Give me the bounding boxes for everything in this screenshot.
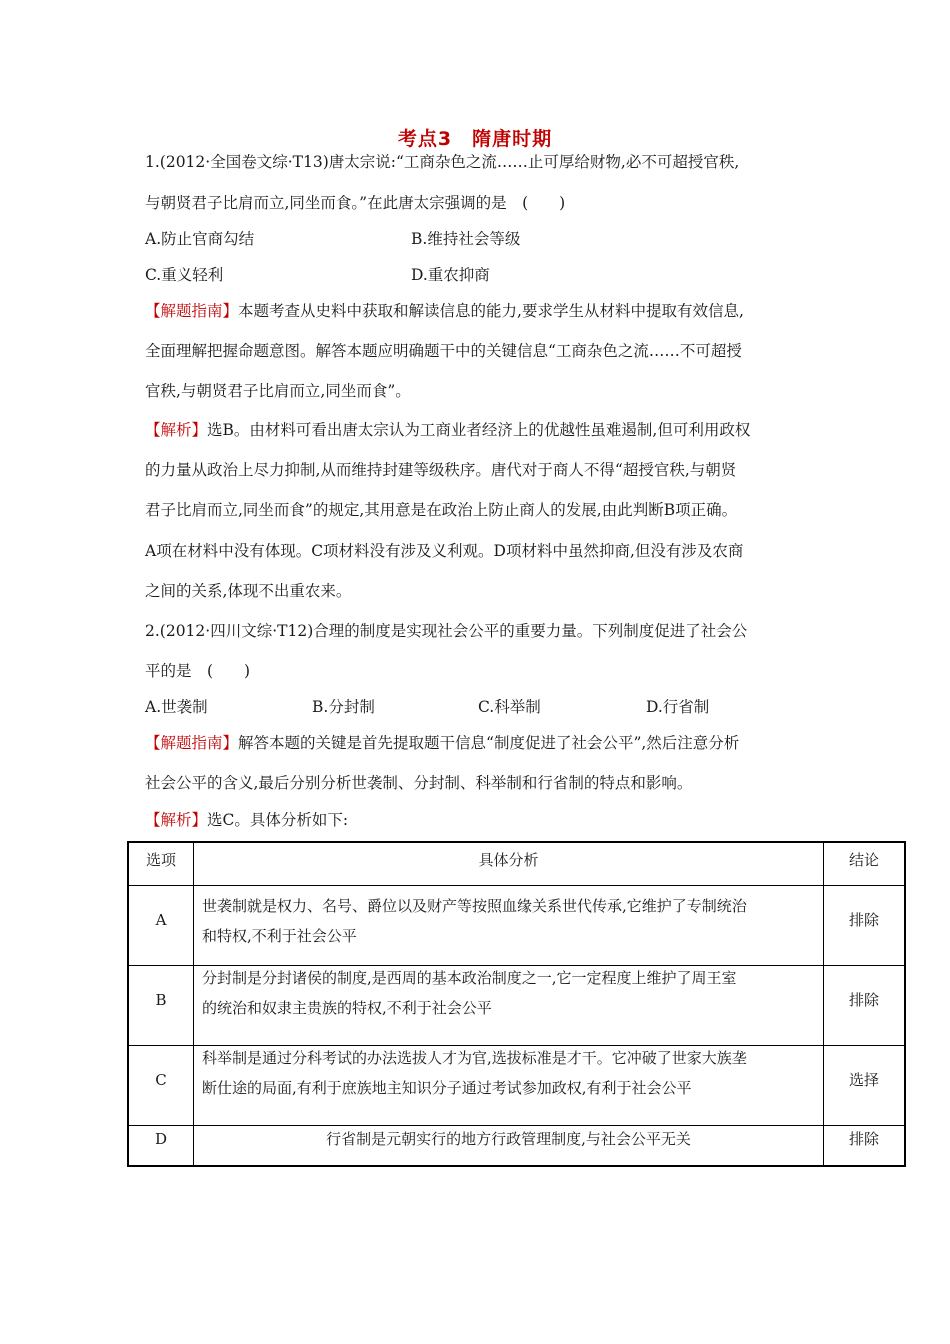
q1-stem-line-1: 1.(2012·全国卷文综·T13)唐太宗说:“工商杂色之流……止可厚给财物,必不可超授官秩, xyxy=(145,153,740,171)
q2-option-d: D.行省制 xyxy=(646,698,710,716)
guide-tag: 【解题指南】 xyxy=(145,734,239,752)
table-row xyxy=(128,1046,905,1126)
q1-stem-line-2: 与朝贤君子比肩而立,同坐而食。”在此唐太宗强调的是 ( ) xyxy=(145,194,566,212)
q1-guide-line-2: 全面理解把握命题意图。解答本题应明确题干中的关键信息“工商杂色之流……不可超授 xyxy=(145,342,742,360)
q1-analysis-line-2: 的力量从政治上尽力抑制,从而维持封建等级秩序。唐代对于商人不得“超授官秩,与朝贤 xyxy=(145,461,737,479)
row-option: B xyxy=(128,966,194,1046)
q1-analysis-line-1: 【解析】选B。由材料可看出唐太宗认为工商业者经济上的优越性虽难遏制,但可利用政权 xyxy=(145,421,751,439)
q1-analysis-line-5: 之间的关系,体现不出重农来。 xyxy=(145,582,352,600)
row-result: 选择 xyxy=(824,1046,906,1126)
page-title: 考点3 隋唐时期 xyxy=(397,128,553,150)
row-result: 排除 xyxy=(824,966,906,1046)
row-analysis: 世袭制就是权力、名号、爵位以及财产等按照血缘关系世代传承,它维护了专制统治 和特权,不利于社会公平 xyxy=(194,886,824,966)
q1-analysis-line-3: 君子比肩而立,同坐而食”的规定,其用意是在政治上防止商人的发展,由此判断B项正确。 xyxy=(145,501,738,519)
row-option: D xyxy=(128,1126,194,1166)
q1-guide-line-3: 官秩,与朝贤君子比肩而立,同坐而食”。 xyxy=(145,382,411,400)
row-analysis: 科举制是通过分科考试的办法选拔人才为官,选拔标准是才干。它冲破了世家大族垄 断仕途的局面,有利于庶族地主知识分子通过考试参加政权,有利于社会公平 xyxy=(194,1046,824,1126)
header-result: 结论 xyxy=(824,842,906,886)
analysis-tag: 【解析】 xyxy=(145,811,208,829)
row-option: A xyxy=(128,886,194,966)
q1-guide-line-1: 【解题指南】本题考查从史料中获取和解读信息的能力,要求学生从材料中提取有效信息, xyxy=(145,302,744,320)
row-analysis: 分封制是分封诸侯的制度,是西周的基本政治制度之一,它一定程度上维护了周王室 的统治和奴隶主贵族的特权,不利于社会公平 xyxy=(194,966,824,1046)
analysis-tag: 【解析】 xyxy=(145,421,208,439)
q2-option-b: B.分封制 xyxy=(312,698,375,716)
q1-option-d: D.重农抑商 xyxy=(411,266,490,284)
table-row xyxy=(128,966,905,1046)
row-option: C xyxy=(128,1046,194,1126)
table-row xyxy=(128,1126,905,1166)
q2-option-a: A.世袭制 xyxy=(145,698,208,716)
header-analysis: 具体分析 xyxy=(194,842,824,886)
table-row xyxy=(128,886,905,966)
q2-guide-line-2: 社会公平的含义,最后分别分析世袭制、分封制、科举制和行省制的特点和影响。 xyxy=(145,774,693,792)
q2-analysis-line: 【解析】选C。具体分析如下: xyxy=(145,811,349,829)
row-analysis: 行省制是元朝实行的地方行政管理制度,与社会公平无关 xyxy=(194,1126,824,1166)
q1-option-b: B.维持社会等级 xyxy=(411,230,521,248)
row-result: 排除 xyxy=(824,886,906,966)
q1-option-c: C.重义轻利 xyxy=(145,266,224,284)
q2-guide-line-1: 【解题指南】解答本题的关键是首先提取题干信息“制度促进了社会公平”,然后注意分析 xyxy=(145,734,740,752)
table-header-row xyxy=(128,842,905,886)
q2-stem-line-2: 平的是 ( ) xyxy=(145,662,251,680)
q2-stem-line-1: 2.(2012·四川文综·T12)合理的制度是实现社会公平的重要力量。下列制度促进了社会公 xyxy=(145,622,748,640)
header-option: 选项 xyxy=(128,842,194,886)
analysis-table xyxy=(127,841,906,1167)
q1-option-a: A.防止官商勾结 xyxy=(145,230,255,248)
q2-option-c: C.科举制 xyxy=(478,698,541,716)
row-result: 排除 xyxy=(824,1126,906,1166)
q1-analysis-line-4: A项在材料中没有体现。C项材料没有涉及义利观。D项材料中虽然抑商,但没有涉及农商 xyxy=(145,542,744,560)
guide-tag: 【解题指南】 xyxy=(145,302,239,320)
